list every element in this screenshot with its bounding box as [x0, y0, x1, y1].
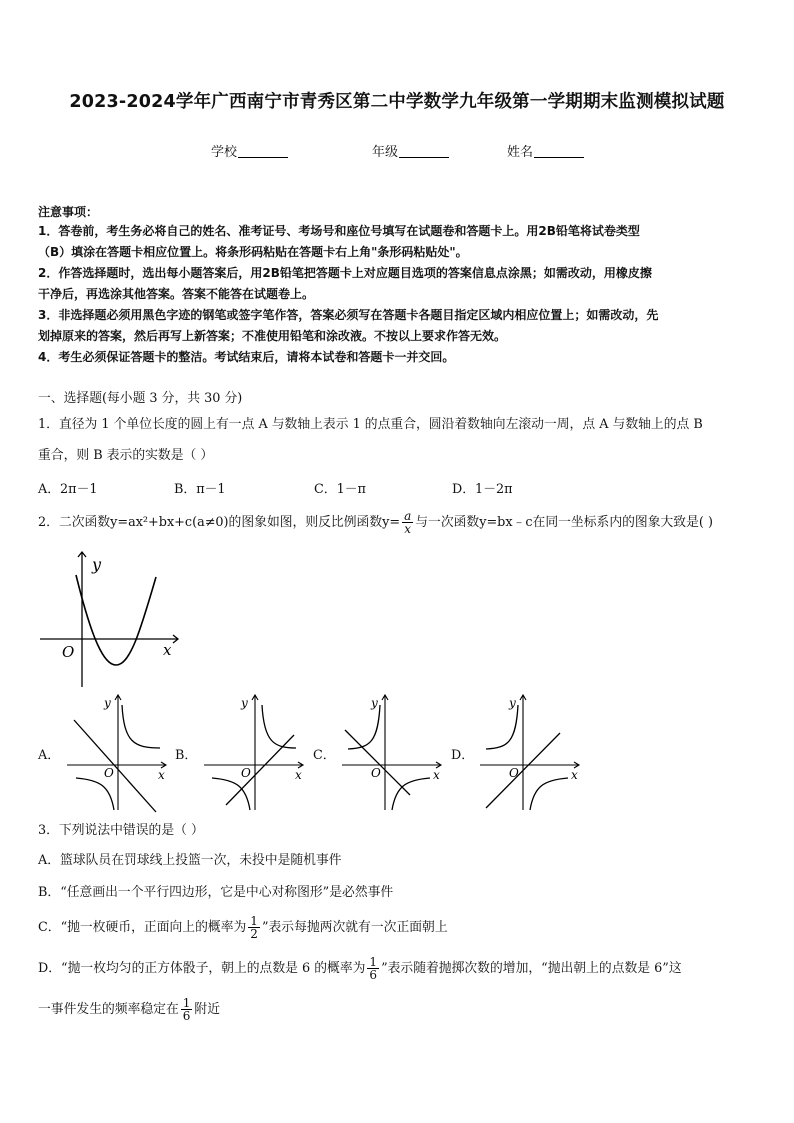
notice-line: 4．考生必须保证答题卡的整洁。考试结束后，请将本试卷和答题卡一并交回。: [38, 350, 455, 364]
q3-option-c[interactable]: [38, 912, 758, 944]
school-blank[interactable]: [238, 144, 288, 158]
x-axis-arrow: [173, 635, 178, 643]
q3-c-den: 2: [250, 927, 258, 941]
notice-line: 划掉原来的答案，然后再写上新答案；不准使用铅笔和涂改液。不按以上要求作答无效。: [38, 329, 507, 343]
q3-option-b[interactable]: B．“任意画出一个平行四边形，它是中心对称图形”是必然事件: [38, 885, 394, 900]
option-b-graph[interactable]: [204, 695, 303, 810]
q3-c-post: ”表示每抛两次就有一次正面朝上: [261, 920, 448, 935]
q2-stem-pre: 2．二次函数y=ax²+bx+c(a≠0)的图象如图，则反比例函数y=: [38, 515, 401, 530]
q3-option-a[interactable]: A．篮球队员在罚球线上投篮一次，未投中是随机事件: [38, 853, 342, 868]
main-origin-label: O: [62, 643, 75, 661]
q3-d-fraction: [367, 956, 379, 981]
q1-stem-line2: 重合，则 B 表示的实数是（ ）: [38, 448, 214, 463]
c-y-label: y: [371, 696, 378, 710]
school-label: 学校: [211, 145, 238, 160]
notice-heading: 注意事项：: [38, 205, 99, 219]
grade-label: 年级: [372, 145, 399, 160]
a-y-label: y: [104, 696, 111, 710]
q2-frac-num: a: [404, 509, 412, 523]
notice-line: 1．答卷前，考生务必将自己的姓名、准考证号、考场号和座位号填写在试题卷和答题卡上。用2B铅笔将试卷类型: [38, 224, 640, 238]
q3-d-pre: D．“抛一枚均匀的正方体骰子，朝上的点数是 6 的概率为: [38, 961, 366, 976]
q3-option-d-cont: [38, 994, 758, 1026]
q2-option-a-label[interactable]: A．: [38, 748, 61, 763]
option-c-graph[interactable]: [342, 695, 441, 810]
notice-line: 2．作答选择题时，选出每小题答案后，用2B铅笔把答题卡上对应题目选项的答案信息点涂黑；如需改动，用橡皮擦: [38, 266, 652, 280]
main-y-label: y: [92, 555, 102, 574]
q3-d2-num: 1: [182, 996, 191, 1010]
section-heading: 一、选择题(每小题 3 分，共 30 分): [38, 391, 243, 406]
name-field: [507, 141, 584, 160]
q3-d2-den: 6: [182, 1009, 191, 1023]
q2-option-b-label[interactable]: B．: [175, 748, 198, 763]
q1-option-d[interactable]: D．1－2π: [452, 482, 513, 497]
grade-field: [372, 141, 449, 160]
name-blank[interactable]: [534, 144, 584, 158]
q3-d-den: 6: [369, 968, 378, 982]
q1-option-c[interactable]: C．1－π: [314, 482, 366, 497]
a-origin-label: O: [104, 766, 114, 780]
q2-stem-post: 与一次函数y=bx﹣c在同一坐标系内的图象大致是( ): [415, 515, 713, 530]
main-x-label: x: [163, 641, 172, 659]
b-y-label: y: [241, 696, 248, 710]
d-origin-label: O: [509, 766, 519, 780]
q3-d2-post: 附近: [194, 1002, 220, 1017]
q3-c-fraction: [248, 915, 260, 940]
grade-blank[interactable]: [399, 144, 449, 158]
c-x-label: x: [433, 768, 440, 782]
parabola-curve: [76, 575, 156, 665]
a-x-label: x: [158, 768, 165, 782]
q2-option-d-label[interactable]: D．: [451, 748, 475, 763]
q1-stem-line1: 1．直径为 1 个单位长度的圆上有一点 A 与数轴上表示 1 的点重合，圆沿着数轴向左滚动一周，点 A 与数轴上的点 B: [38, 417, 703, 432]
q2-stem: [38, 508, 758, 538]
option-a-graph[interactable]: [67, 695, 166, 812]
q1-option-a[interactable]: A．2π－1: [38, 482, 98, 497]
q3-option-d[interactable]: [38, 953, 768, 985]
q3-d2-pre: 一事件发生的频率稳定在: [38, 1002, 179, 1017]
d-x-label: x: [571, 768, 578, 782]
exam-title: 2023-2024学年广西南宁市青秀区第二中学数学九年级第一学期期末监测模拟试题: [69, 92, 725, 112]
q2-fraction: [402, 510, 413, 535]
q3-c-num: 1: [250, 914, 258, 928]
q1-option-b[interactable]: B．π－1: [174, 482, 226, 497]
q3-d-num: 1: [369, 955, 378, 969]
q3-c-pre: C．“抛一枚硬币，正面向上的概率为: [38, 920, 247, 935]
q3-stem: 3．下列说法中错误的是（ ）: [38, 823, 204, 838]
q3-d2-fraction: [181, 997, 193, 1022]
b-x-label: x: [295, 768, 302, 782]
q3-d-post: ”表示随着抛掷次数的增加，“抛出朝上的点数是 6”这: [381, 961, 682, 976]
notice-line: （B）填涂在答题卡相应位置上。将条形码粘贴在答题卡右上角"条形码粘贴处"。: [38, 245, 468, 259]
y-axis-arrow: [78, 552, 86, 557]
name-label: 姓名: [507, 145, 534, 160]
notice-line: 干净后，再选涂其他答案。答案不能答在试题卷上。: [38, 287, 315, 301]
school-field: [211, 141, 288, 160]
q2-option-c-label[interactable]: C．: [313, 748, 336, 763]
notice-line: 3．非选择题必须用黑色字迹的钢笔或签字笔作答，答案必须写在答题卡各题目指定区域内相应位置上；如需改动，先: [38, 308, 659, 322]
option-d-graph[interactable]: [480, 695, 579, 810]
q2-frac-den: x: [404, 522, 412, 536]
d-y-label: y: [509, 696, 516, 710]
b-origin-label: O: [241, 766, 251, 780]
c-origin-label: O: [371, 766, 381, 780]
